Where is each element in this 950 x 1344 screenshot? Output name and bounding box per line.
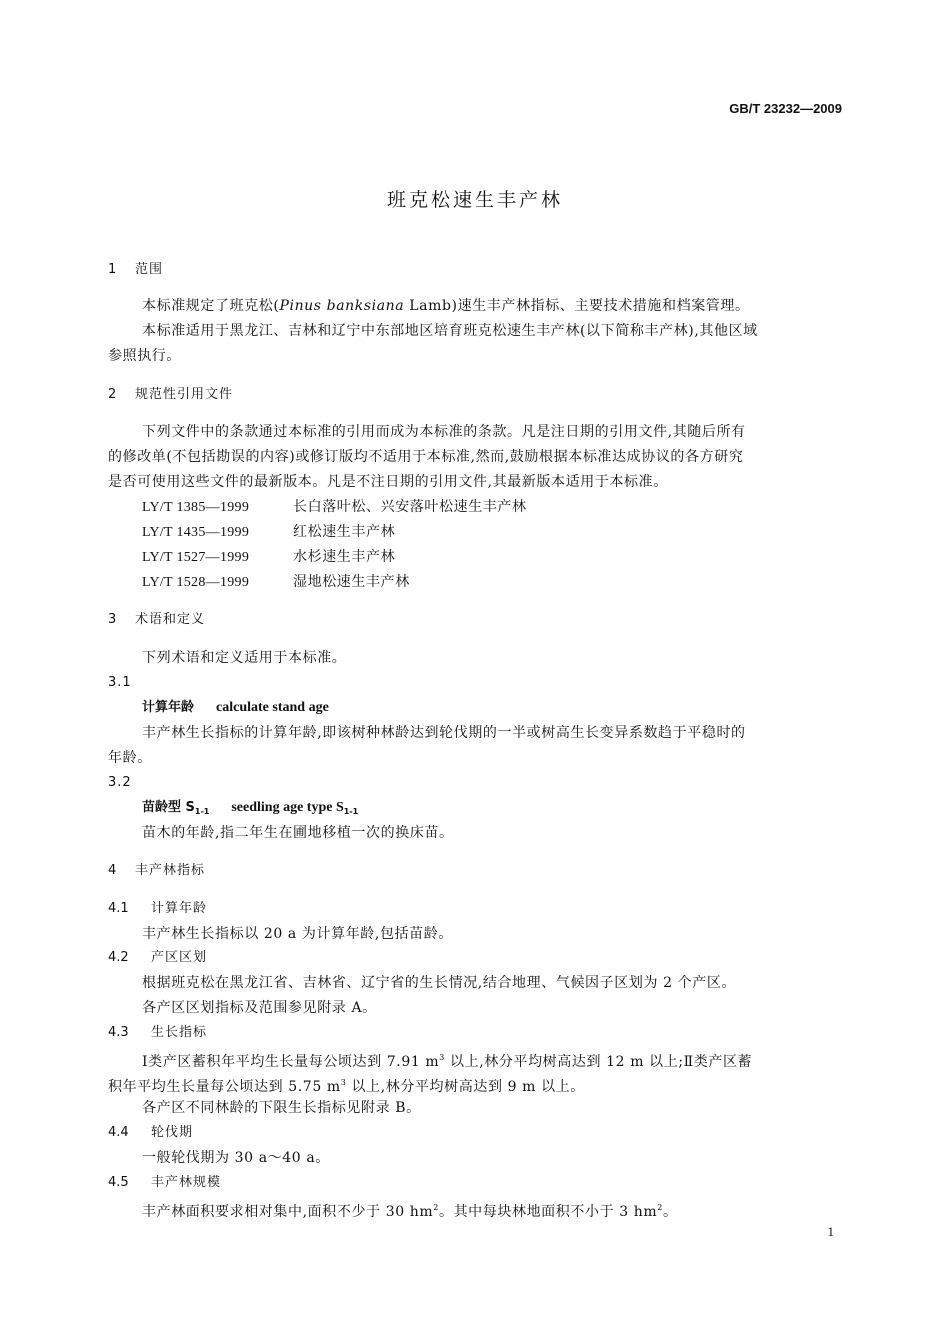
section-4-4-paragraph: 一般轮伐期为 30 a～40 a。: [142, 1150, 330, 1166]
term-3-1-definition-line-1: 丰产林生长指标的计算年龄,即该树种林龄达到轮伐期的一半或树高生长变异系数趋于平稳时的: [142, 725, 746, 741]
section-4-4-heading: 4.4 轮伐期: [108, 1125, 194, 1140]
section-1-heading: 1 范围: [108, 262, 164, 277]
section-4-2-heading: 4.2 产区区划: [108, 950, 208, 965]
term-3-1-number: 3.1: [108, 675, 132, 690]
section-1-paragraph-2-line-2: 参照执行。: [108, 348, 181, 364]
term-3-2-number: 3.2: [108, 775, 132, 790]
reference-item: LY/T 1435—1999 红松速生丰产林: [142, 524, 396, 540]
reference-item: LY/T 1528—1999 湿地松速生丰产林: [142, 574, 410, 590]
term-3-1-definition-line-2: 年龄。: [108, 750, 152, 766]
section-4-3-paragraph-line-2: 积年平均生长量每公顷达到 5.75 $m^3$ 以上,林分平均树高达到 9 m 以上。: [108, 1078, 585, 1095]
term-3-2-definition: 苗木的年龄,指二年生在圃地移植一次的换床苗。: [142, 825, 454, 841]
section-4-5-paragraph: 丰产林面积要求相对集中,面积不少于 30 $hm^2$。其中每块林地面积不小于 3 $hm^2$。: [142, 1203, 678, 1220]
document-title: 班克松速生丰产林: [386, 189, 563, 211]
section-4-3-paragraph-2: 各产区不同林龄的下限生长指标见附录 B。: [142, 1100, 421, 1116]
section-1-paragraph-2-line-1: 本标准适用于黑龙江、吉林和辽宁中东部地区培育班克松速生丰产林(以下简称丰产林),其他区域: [142, 323, 758, 339]
section-4-5-heading: 4.5 丰产林规模: [108, 1175, 222, 1190]
section-3-heading: 3 术语和定义: [108, 612, 206, 627]
term-3-2-name: 苗龄型 $S_{1-1}$ seedling age type $S_{1-1}$: [142, 800, 359, 816]
section-4-1-paragraph: 丰产林生长指标以 20 a 为计算年龄,包括苗龄。: [142, 926, 453, 942]
reference-item: LY/T 1527—1999 水杉速生丰产林: [142, 549, 396, 565]
section-4-heading: 4 丰产林指标: [108, 863, 206, 878]
section-2-heading: 2 规范性引用文件: [108, 387, 234, 402]
section-2-paragraph-line-3: 是否可使用这些文件的最新版本。凡是不注日期的引用文件,其最新版本适用于本标准。: [108, 474, 668, 490]
section-3-intro: 下列术语和定义适用于本标准。: [142, 650, 347, 666]
standard-number: GB/T 23232—2009: [729, 101, 842, 116]
section-4-1-heading: 4.1 计算年龄: [108, 901, 208, 916]
section-1-paragraph-1: 本标准规定了班克松(Pinus banksiana Lamb)速生丰产林指标、主要技术措施和档案管理。: [142, 298, 750, 314]
reference-item: LY/T 1385—1999 长白落叶松、兴安落叶松速生丰产林: [142, 499, 527, 515]
term-3-1-name: 计算年龄 calculate stand age: [142, 700, 329, 715]
page-number: 1: [827, 1224, 834, 1239]
section-4-2-paragraph-1: 根据班克松在黑龙江省、吉林省、辽宁省的生长情况,结合地理、气候因子区划为 2 个产区。: [142, 975, 737, 991]
section-4-3-paragraph-line-1: Ⅰ类产区蓄积年平均生长量每公顷达到 7.91 $m^3$ 以上,林分平均树高达到 12 m 以上;Ⅱ类产区蓄: [142, 1053, 753, 1070]
section-2-paragraph-line-2: 的修改单(不包括勘误的内容)或修订版均不适用于本标准,然而,鼓励根据本标准达成协议的各方研究: [108, 449, 744, 465]
section-4-2-paragraph-2: 各产区区划指标及范围参见附录 A。: [142, 1000, 377, 1016]
section-2-paragraph-line-1: 下列文件中的条款通过本标准的引用而成为本标准的条款。凡是注日期的引用文件,其随后所有: [142, 424, 746, 440]
section-4-3-heading: 4.3 生长指标: [108, 1025, 208, 1040]
